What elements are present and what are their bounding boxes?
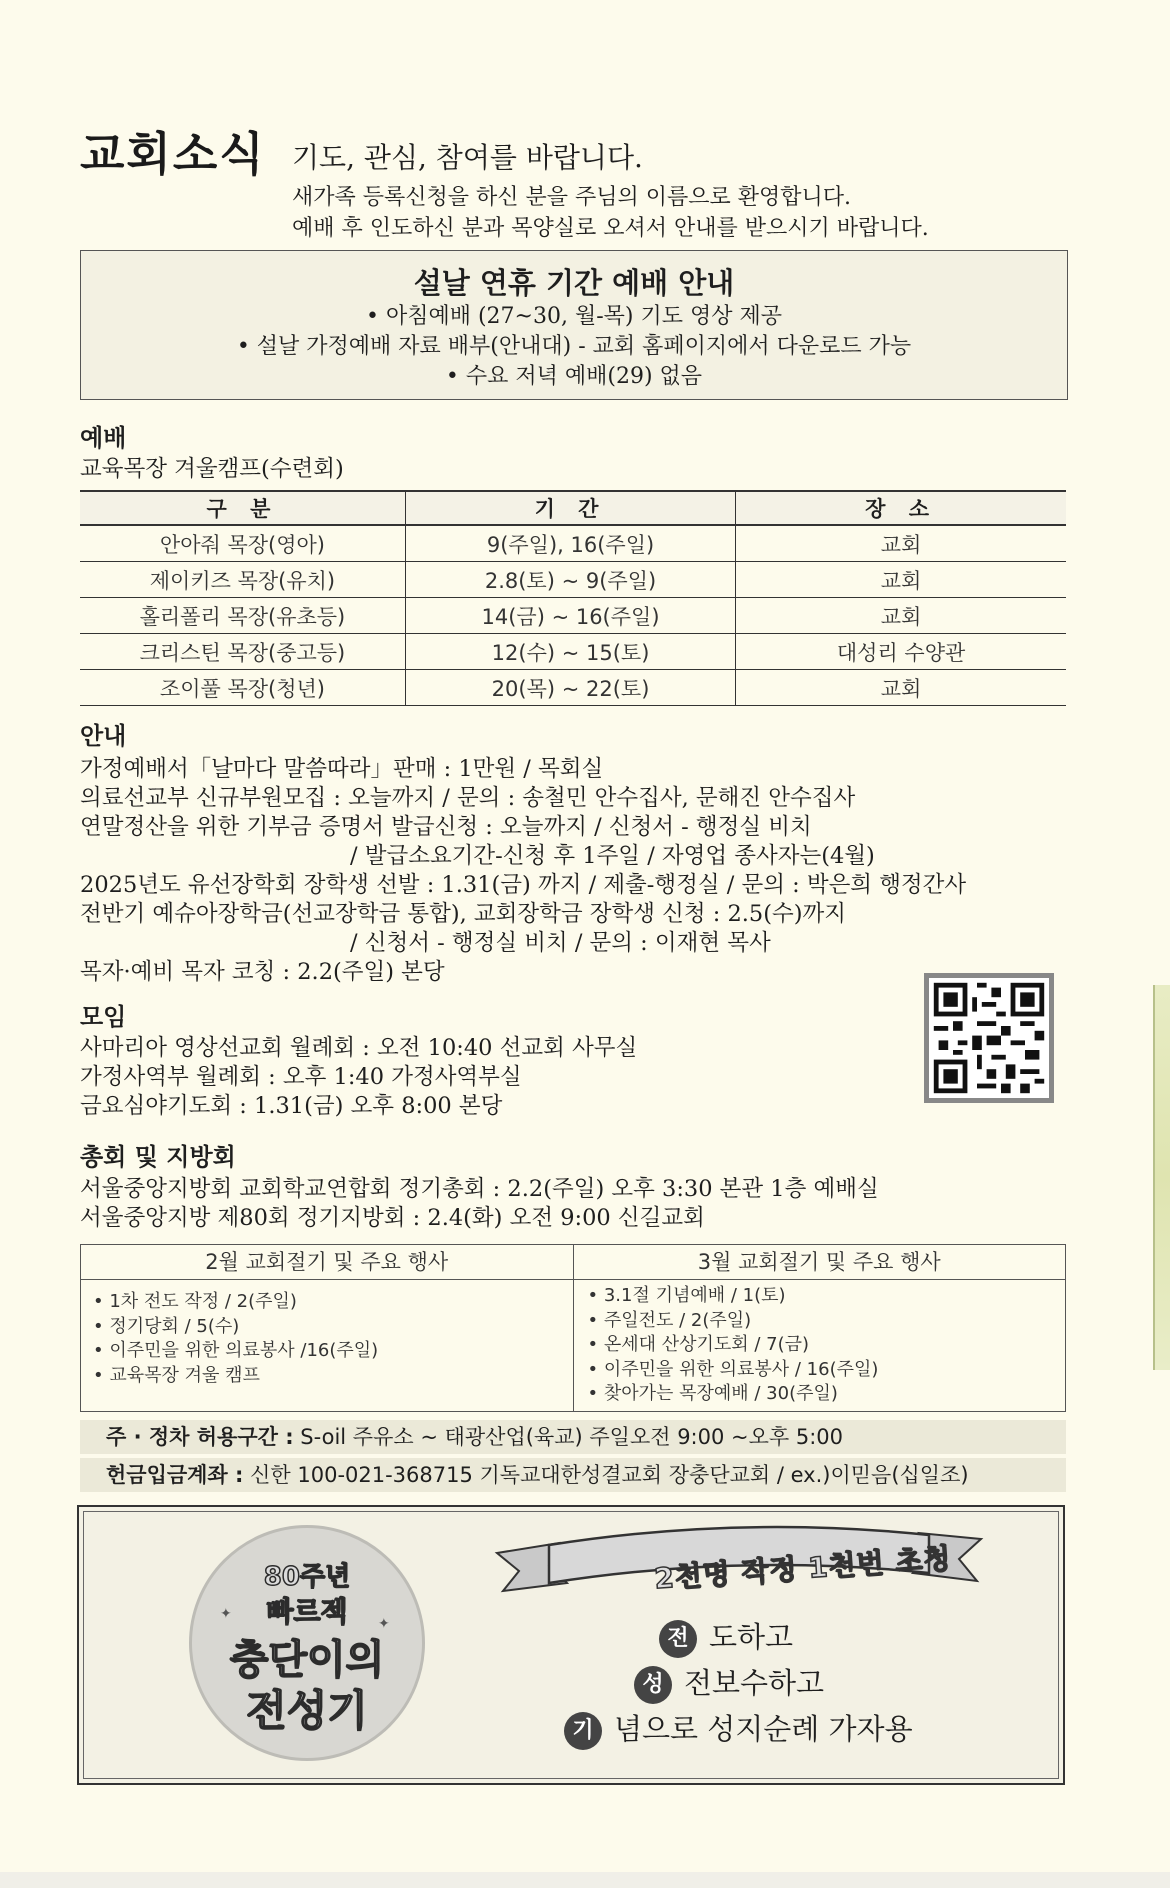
notice-item: • 수요 저녁 예배(29) 없음 xyxy=(445,364,703,389)
table-cell: 안아줘 목장(영아) xyxy=(80,525,405,562)
list-item: • 찾아가는 목장예배 / 30(주일) xyxy=(588,1382,1066,1407)
acrostic-line xyxy=(564,1707,913,1750)
guide-line: 의료선교부 신규부원모집 : 오늘까지 / 문의 : 송철민 안수집사, 문해진 안수집사 xyxy=(80,785,856,811)
table-cell: 홀리폴리 목장(유초등) xyxy=(80,598,405,634)
table-cell: 크리스틴 목장(중고등) xyxy=(80,634,405,670)
list-item: • 교육목장 겨울 캠프 xyxy=(93,1364,573,1389)
sparkle-icon: ✦ xyxy=(378,1616,390,1632)
table-cell: 20(목) ~ 22(토) xyxy=(405,670,735,706)
table-cell: 교회 xyxy=(736,562,1066,598)
meeting-line: 가정사역부 월례회 : 오후 1:40 가정사역부실 xyxy=(80,1064,522,1090)
page-title: 교회소식 xyxy=(80,127,266,181)
march-events-title: 3월 교회절기 및 주요 행사 xyxy=(574,1245,1066,1280)
table-header-row xyxy=(80,491,1066,525)
list-item: • 정기당회 / 5(수) xyxy=(93,1315,573,1340)
account-info-bar xyxy=(80,1458,1066,1492)
acrostic-line xyxy=(659,1615,793,1658)
section-heading-worship: 예배 xyxy=(80,424,127,452)
table-row xyxy=(80,525,1066,562)
acrostic-char: 기 xyxy=(564,1712,602,1750)
welcome-line-1: 새가족 등록신청을 하신 분을 주님의 이름으로 환영합니다. xyxy=(292,185,852,210)
table-cell: 교회 xyxy=(736,598,1066,634)
table-cell: 교회 xyxy=(736,670,1066,706)
table-row xyxy=(80,598,1066,634)
march-events-list xyxy=(574,1280,1066,1407)
list-item: • 이주민을 위한 의료봉사 / 16(주일) xyxy=(588,1358,1066,1383)
section-heading-guide: 안내 xyxy=(80,722,127,750)
anniversary-badge xyxy=(189,1525,425,1761)
notice-item: • 설날 가정예배 자료 배부(안내대) - 교회 홈페이지에서 다운로드 가능 xyxy=(236,334,912,359)
february-events-list xyxy=(81,1280,573,1388)
account-value: 신한 100-021-368715 기독교대한성결교회 장충단교회 / ex.)이믿음(십일조) xyxy=(243,1463,969,1487)
parking-label: 주 · 정차 허용구간 : xyxy=(106,1425,294,1449)
bottom-edge xyxy=(0,1872,1170,1888)
badge-line: 빠르젝 xyxy=(266,1595,348,1628)
acrostic-text: 도하고 xyxy=(709,1620,794,1654)
acrostic-char: 전 xyxy=(659,1620,697,1658)
february-events-title: 2월 교회절기 및 주요 행사 xyxy=(81,1245,573,1280)
table-cell: 대성리 수양관 xyxy=(736,634,1066,670)
qr-code[interactable] xyxy=(924,973,1054,1103)
camp-subtitle: 교육목장 겨울캠프(수련회) xyxy=(80,456,344,482)
notice-item: • 아침예배 (27~30, 월-목) 기도 영상 제공 xyxy=(366,304,782,329)
guide-line: 연말정산을 위한 기부금 증명서 발급신청 : 오늘까지 / 신청서 - 행정실 비치 xyxy=(80,814,812,840)
table-cell: 14(금) ~ 16(주일) xyxy=(405,598,735,634)
table-row xyxy=(80,634,1066,670)
acrostic-text: 념으로 성지순례 가자용 xyxy=(614,1712,913,1746)
table-cell: 2.8(토) ~ 9(주일) xyxy=(405,562,735,598)
assembly-line: 서울중앙지방회 교회학교연합회 정기총회 : 2.2(주일) 오후 3:30 본관 1층 예배실 xyxy=(80,1176,879,1202)
meeting-line: 사마리아 영상선교회 월례회 : 오전 10:40 선교회 사무실 xyxy=(80,1035,638,1061)
page-subtitle: 기도, 관심, 참여를 바랍니다. xyxy=(292,141,643,174)
table-cell: 제이키즈 목장(유치) xyxy=(80,562,405,598)
qr-code-icon xyxy=(929,978,1049,1098)
table-cell: 12(수) ~ 15(토) xyxy=(405,634,735,670)
parking-value: S-oil 주유소 ~ 태광산업(육교) 주일오전 9:00 ~오후 5:00 xyxy=(293,1425,844,1449)
guide-line: / 발급소요기간-신청 후 1주일 / 자영업 종사자는(4월) xyxy=(350,843,875,869)
welcome-line-2: 예배 후 인도하신 분과 목양실로 오셔서 안내를 받으시기 바랍니다. xyxy=(292,216,929,241)
guide-line: 전반기 예슈아장학금(선교장학금 통합), 교회장학금 장학생 신청 : 2.5(수)까지 xyxy=(80,901,847,927)
holiday-notice-box xyxy=(80,250,1068,400)
sparkle-icon: ✦ xyxy=(220,1606,232,1622)
anniversary-banner xyxy=(77,1505,1065,1785)
section-heading-assembly: 총회 및 지방회 xyxy=(80,1143,236,1171)
march-events xyxy=(573,1245,1066,1411)
acrostic-line xyxy=(634,1661,824,1704)
guide-line: 목자·예비 목자 코칭 : 2.2(주일) 본당 xyxy=(80,959,445,985)
badge-line: 80주년 xyxy=(263,1562,351,1592)
meeting-line: 금요심야기도회 : 1.31(금) 오후 8:00 본당 xyxy=(80,1093,503,1119)
badge-line: 전성기 xyxy=(246,1686,368,1735)
side-illustration xyxy=(1153,985,1170,1370)
acrostic-char: 성 xyxy=(634,1666,672,1704)
acrostic-text: 전보수하고 xyxy=(684,1666,825,1700)
ribbon-text: 2천명 작정 1천번 초청 xyxy=(653,1541,953,1596)
parking-info-bar xyxy=(80,1420,1066,1454)
list-item: • 이주민을 위한 의료봉사 /16(주일) xyxy=(93,1339,573,1364)
column-header: 기 간 xyxy=(405,491,735,525)
guide-line: / 신청서 - 행정실 비치 / 문의 : 이재현 목사 xyxy=(350,930,771,956)
list-item: • 주일전도 / 2(주일) xyxy=(588,1309,1066,1334)
account-label: 헌금입금계좌 : xyxy=(106,1463,244,1487)
table-row xyxy=(80,670,1066,706)
monthly-events-table xyxy=(80,1244,1066,1412)
camp-schedule-table xyxy=(80,490,1066,706)
list-item: • 1차 전도 작정 / 2(주일) xyxy=(93,1290,573,1315)
section-heading-meeting: 모임 xyxy=(80,1003,127,1031)
column-header: 장 소 xyxy=(736,491,1066,525)
guide-line: 2025년도 유선장학회 장학생 선발 : 1.31(금) 까지 / 제출-행정실 / 문의 : 박은희 행정간사 xyxy=(80,872,967,898)
assembly-line: 서울중앙지방 제80회 정기지방회 : 2.4(화) 오전 9:00 신길교회 xyxy=(80,1205,705,1231)
guide-line: 가정예배서「날마다 말씀따라」판매 : 1만원 / 목회실 xyxy=(80,756,604,782)
table-cell: 조이풀 목장(청년) xyxy=(80,670,405,706)
list-item: • 온세대 산상기도회 / 7(금) xyxy=(588,1333,1066,1358)
list-item: • 3.1절 기념예배 / 1(토) xyxy=(588,1284,1066,1309)
table-cell: 9(주일), 16(주일) xyxy=(405,525,735,562)
notice-title: 설날 연휴 기간 예배 안내 xyxy=(413,266,735,300)
column-header: 구 분 xyxy=(80,491,405,525)
badge-line: 충단이의 xyxy=(229,1637,385,1683)
table-cell: 교회 xyxy=(736,525,1066,562)
table-row xyxy=(80,562,1066,598)
february-events xyxy=(81,1245,573,1411)
